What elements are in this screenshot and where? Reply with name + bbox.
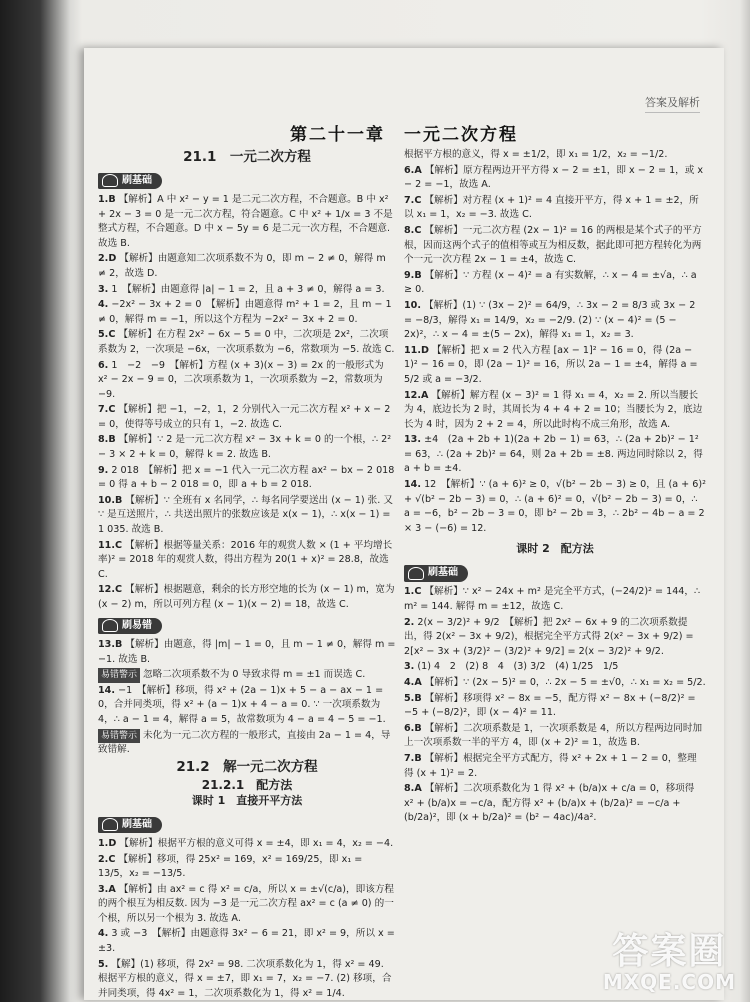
answer-text: 【解析】把 x = 2 代入方程 [ax − 1]² − 16 = 0，得 (2a − 1)² − 16 = 0，即 (2a − 1)² = 16，所以 2a − 1 = ±4，解得 a = 5/2 或 a = −3/2. <box>404 344 698 385</box>
answer-text: 1 −2 −9 【解析】方程 (x + 3)(x − 3) = 2x 的一般形式为 x² − 2x − 9 = 0，二次项系数为 1，一次项系数为 −2，常数项为 −9. <box>98 359 384 400</box>
answer-text: 【解析】在方程 2x² − 6x − 5 = 0 中，二次项是 2x²，二次项系数为 2，一次项是 −6x，一次项系数为 −6，常数项为 −5. 故选 C. <box>98 329 395 355</box>
answer-text: 2(x − 3/2)² + 9/2 【解析】把 2x² − 6x + 9 的二次项系数提出，得 2(x² − 3x + 9/2)，根据完全平方式得 2(x² − 3x + 9/2) = 2[x² − 3x + (3/2)² − (3/2)² + 9/2] = 2(x − 3/2)² + 9/2. <box>404 616 694 657</box>
answer-text: 【解析】把 −1，−2，1，2 分别代入一元二次方程 x² + x − 2 = 0，使得等号成立的只有 1，−2. 故选 C. <box>98 404 391 430</box>
answer-item <box>98 583 396 612</box>
answer-text: 【解析】由 ax² = c 得 x² = c/a，所以 x = ±√(c/a)，即该方程的两个根互为相反数. 因为 −3 是一元二次方程 ax² = c (a ≠ 0) 的一个根，所以另一个根为 3. 故选 A. <box>98 883 395 924</box>
practice-badge-basic: 刷基础 <box>98 817 162 834</box>
answer-item <box>404 224 706 268</box>
watermark-logo: 答案圈 MXQE.COM <box>602 930 736 994</box>
answer-number: 11.D <box>404 344 429 356</box>
answer-number: 6.B <box>404 722 422 734</box>
answer-number: 5.C <box>98 329 116 341</box>
answer-text: 【解析】一元二次方程 (2x − 1)² = 16 的两根是某个式子的平方根，因而这两个式子的值相等或互为相反数，据此即可把方程转化为两个一元一次方程 2x − 1 = ±4，故选 C. <box>404 224 702 266</box>
answer-number: 2.D <box>98 253 117 265</box>
answer-number: 3.A <box>98 883 116 895</box>
answer-item <box>404 164 706 193</box>
answer-text: 【解析】根据完全平方式配方，得 x² + 2x + 1 − 2 = 0，整理得 (x + 1)² = 2. <box>404 752 697 779</box>
answer-text: 【解析】∵ 方程 (x − 4)² = a 有实数解，∴ x − 4 = ±√a，∴ a ≥ 0. <box>404 269 697 296</box>
answer-text: 【解析】由题意知二次项系数不为 0，即 m − 2 ≠ 0，解得 m ≠ 2，故选 D. <box>98 253 386 279</box>
answer-number: 7.C <box>98 404 116 416</box>
pencil-icon <box>102 619 118 632</box>
answer-item <box>98 283 396 298</box>
answer-item <box>404 433 706 477</box>
pencil-icon <box>102 818 118 831</box>
answer-item <box>98 494 396 538</box>
answer-item <box>98 539 396 583</box>
answer-text: 【解析】由题意，得 |m| − 1 = 0，且 m − 1 ≠ 0，解得 m = −1. 故选 B. <box>98 639 396 665</box>
lesson-title-1: 课时 1 直接开平方法 <box>191 793 303 807</box>
answer-text: 【解析】A 中 x² − y = 1 是二元二次方程，不合题意。B 中 x² + 2x − 3 = 0 是一元二次方程，符合题意。C 中 x² + 1/x = 3 不是整式方程，不合题意。D 中 x − 5y = 6 是二元一次方程，不合题意. 故选 B. <box>98 193 393 249</box>
answer-item <box>404 660 706 675</box>
answer-text: 【解析】对方程 (x + 1)² = 4 直接开平方，得 x + 1 = ±2，所以 x₁ = 1，x₂ = −3. 故选 C. <box>404 194 699 221</box>
answer-item <box>98 433 396 462</box>
answer-item <box>404 722 706 751</box>
answer-number: 4. <box>98 299 109 311</box>
answer-text: 2 018 【解析】把 x = −1 代入一元二次方程 ax² − bx − 2 018 = 0 得 a + b − 2 018 = 0，即 a + b = 2 018. <box>98 464 395 491</box>
answer-number: 5. <box>98 958 109 970</box>
practice-badge-error: 刷易错 <box>98 618 162 635</box>
answer-item <box>404 148 706 163</box>
answer-text: 【解析】移项得 x² − 8x = −5，配方得 x² − 8x + (−8/2)² = −5 + (−8/2)²，即 (x − 4)² = 11. <box>404 692 696 719</box>
answer-number: 11.C <box>98 539 123 551</box>
warning-tag: 易错警示 <box>98 729 140 744</box>
pencil-icon <box>102 174 118 187</box>
answer-text: 【解析】∵ 全班有 x 名同学，∴ 每名同学要送出 (x − 1) 张. 又 ∵ 是互送照片，∴ 共送出照片的张数应该是 x(x − 1)，∴ x(x − 1) = 1 035. 故选 B. <box>98 494 393 536</box>
answer-item <box>98 638 396 667</box>
section-title-21-1: 21.1 一元二次方程 <box>183 149 311 165</box>
answer-text: 【解析】原方程两边开平方得 x − 2 = ±1，即 x − 2 = 1，或 x − 2 = −1，故选 A. <box>404 164 704 191</box>
answer-item <box>98 252 396 281</box>
answer-text: 【解析】二次项系数是 1，一次项系数是 4，所以方程两边同时加上一次项系数一半的平方 4，即 (x + 2)² = 1，故选 B. <box>404 722 703 749</box>
answer-number: 10.B <box>98 494 123 506</box>
answer-text: 【解析】∵ 2 是一元二次方程 x² − 3x + k = 0 的一个根，∴ 2² − 3 × 2 + k = 0，解得 k = 2. 故选 B. <box>98 434 392 461</box>
answer-number: 14. <box>98 684 115 696</box>
running-head: 答案及解析 <box>645 94 700 113</box>
answer-number: 9.B <box>404 269 422 281</box>
answer-text: 【解析】根据等量关系：2016 年的观赏人数 × (1 + 平均增长率)² = 2018 年的观赏人数，得出方程为 20(1 + x)² = 28.8，故选 C. <box>98 539 393 580</box>
answer-item <box>98 193 396 251</box>
answer-text: ±4 (2a + 2b + 1)(2a + 2b − 1) = 63，∴ (2a + 2b)² − 1² = 63，∴ (2a + 2b)² = 64，则 2a + 2b = ±8. 两边同时除以 2，得 a + b = ±4. <box>404 434 703 475</box>
answer-item <box>404 585 706 614</box>
subsection-title-21-2-1: 21.2.1 配方法 <box>201 778 293 793</box>
answer-number: 3. <box>404 661 415 673</box>
answer-list <box>404 585 706 826</box>
answer-text: 【解析】二次项系数化为 1 得 x² + (b/a)x + c/a = 0，移项得 x² + (b/a)x = −c/a，配方得 x² + (b/a)x + (b/2a)² = −c/a + (b/2a)²，即 (x + b/2a)² = (b² − 4ac)/4a². <box>404 783 695 824</box>
answer-item <box>404 616 706 660</box>
answer-text: 【解析】(1) ∵ (3x − 2)² = 64/9，∴ 3x − 2 = 8/3 或 3x − 2 = −8/3，解得 x₁ = 14/9，x₂ = −2/9. (2) ∵ (x − 4)² = (5 − 2x)²，∴ x − 4 = ±(5 − 2x)，解得 x₁ = 1，x₂ = 3. <box>404 299 696 341</box>
answer-text: 3 或 −3 【解析】由题意得 3x² − 6 = 21，即 x² = 9，所以 x = ±3. <box>98 928 395 955</box>
answer-item <box>98 927 396 956</box>
answer-number: 2. <box>404 616 415 628</box>
document-page <box>84 48 724 1000</box>
section-title-21-2: 21.2 解一元二次方程 <box>176 758 318 775</box>
answer-item <box>404 194 706 223</box>
answer-number: 9. <box>98 464 109 476</box>
answer-number: 14. <box>404 479 421 491</box>
answer-item <box>98 328 396 357</box>
answer-list <box>98 837 396 1002</box>
answer-number: 2.C <box>98 853 116 865</box>
right-column <box>404 148 706 827</box>
answer-list <box>98 193 396 613</box>
answer-text: 【解析】解方程 (x − 3)² = 1 得 x₁ = 4，x₂ = 2. 所以当腰长为 4，底边长为 2 时，其周长为 4 + 4 + 2 = 10；当腰长为 2，底边长为 4 时，因为 2 + 2 = 4，所以此时构不成三角形，故选 A. <box>404 389 703 430</box>
answer-text: 【解析】∵ x² − 24x + m² 是完全平方式，(−24/2)² = 144，∴ m² = 144. 解得 m = ±12，故选 C. <box>404 586 701 613</box>
left-column <box>98 148 396 1002</box>
answer-number: 12.C <box>98 584 123 596</box>
answer-number: 3. <box>98 283 109 295</box>
answer-item <box>98 853 396 882</box>
answer-item <box>98 359 396 403</box>
answer-number: 10. <box>404 299 421 311</box>
answer-number: 4. <box>98 928 109 940</box>
answer-text: 忽略二次项系数不为 0 导致求得 m = ±1 而误选 C. <box>143 669 366 681</box>
answer-item <box>98 298 396 327</box>
answer-list <box>404 148 706 536</box>
answer-item <box>404 299 706 343</box>
answer-number: 1.D <box>98 837 117 849</box>
practice-badge-basic: 刷基础 <box>98 173 162 190</box>
answer-number: 5.B <box>404 692 422 704</box>
answer-text: −1 【解析】移项，得 x² + (2a − 1)x + 5 − a − ax − 1 = 0，合并同类项，得 x² + (a − 1)x + 4 − a = 0. ∵ 一次项系数为 4，∴ a − 1 = 4，解得 a = 5，故常数项为 4 − a = 4 − 5 = −1. <box>98 684 386 725</box>
answer-item <box>404 752 706 781</box>
answer-item <box>98 684 396 728</box>
answer-item <box>98 403 396 432</box>
answer-item <box>404 692 706 721</box>
answer-item <box>98 464 396 493</box>
practice-badge-basic: 刷基础 <box>404 565 468 582</box>
answer-text: (1) 4 2 (2) 8 4 (3) 3/2 (4) 1/25 1/5 <box>417 661 619 673</box>
answer-number: 4.A <box>404 676 422 688</box>
answer-list <box>98 638 396 758</box>
answer-item <box>404 478 706 536</box>
lesson-title-2: 课时 2 配方法 <box>516 542 594 556</box>
answer-number: 7.B <box>404 752 422 764</box>
warning-tag: 易错警示 <box>98 668 140 683</box>
answer-number: 13. <box>404 434 421 446</box>
answer-item <box>98 958 396 1002</box>
answer-number: 6. <box>98 359 109 371</box>
answer-text: 根据平方根的意义，得 x = ±1/2，即 x₁ = 1/2，x₂ = −1/2. <box>404 149 668 160</box>
answer-item <box>404 676 706 691</box>
answer-text: 【解析】移项，得 25x² = 169，x² = 169/25，即 x₁ = 13/5，x₂ = −13/5. <box>98 853 363 880</box>
answer-item <box>404 344 706 388</box>
pencil-icon <box>408 567 424 580</box>
chapter-title: 第二十一章 一元二次方程 <box>290 125 518 145</box>
answer-item <box>98 668 396 683</box>
answer-number: 8.B <box>98 434 116 446</box>
answer-number: 12.A <box>404 389 429 401</box>
answer-number: 8.A <box>404 783 422 795</box>
answer-number: 1.C <box>404 586 422 598</box>
answer-text: 【解析】根据题意，剩余的长方形空地的长为 (x − 1) m，宽为 (x − 2) m，所以可列方程 (x − 1)(x − 2) = 18，故选 C. <box>98 584 395 611</box>
answer-text: 【解析】∵ (2x − 5)² = 0，∴ 2x − 5 = ±√0，∴ x₁ = x₂ = 5/2. <box>424 676 706 688</box>
answer-item <box>98 729 396 758</box>
answer-item <box>404 389 706 433</box>
answer-number: 6.A <box>404 164 422 176</box>
answer-text: 【解析】根据平方根的意义可得 x = ±4，即 x₁ = 4，x₂ = −4. <box>119 837 394 849</box>
answer-text: 12 【解析】∵ (a + 6)² ≥ 0，√(b² − 2b − 3) ≥ 0，且 (a + 6)² + √(b² − 2b − 3) = 0，∴ (a + 6)² = 0，√(b² − 2b − 3) = 0，∴ a = −6，b² − 2b − 3 = 0，即 b² − 2b = 3，∴ 2b² − 4b − a = 2 × 3 − (−6) = 12. <box>404 479 706 534</box>
answer-text: 1 【解析】由题意得 |a| − 1 = 2，且 a + 3 ≠ 0，解得 a = 3. <box>111 283 385 295</box>
answer-text: 未化为一元二次方程的一般形式，直接由 2a − 1 = 4，导致错解. <box>98 729 391 756</box>
answer-text: −2x² − 3x + 2 = 0 【解析】由题意得 m² + 1 = 2，且 m − 1 ≠ 0，解得 m = −1，所以这个方程为 −2x² − 3x + 2 = 0. <box>98 299 392 325</box>
answer-item <box>98 883 396 927</box>
answer-item <box>404 782 706 826</box>
answer-text: 【解】(1) 移项，得 2x² = 98. 二次项系数化为 1，得 x² = 49. 根据平方根的意义，得 x = ±7，即 x₁ = 7，x₂ = −7. (2) 移项，合并同类项，得 4x² = 1，二次项系数化为 1，得 x² = 1/4. <box>98 958 392 999</box>
answer-number: 13.B <box>98 639 123 650</box>
answer-number: 7.C <box>404 194 422 206</box>
answer-item <box>98 837 396 852</box>
answer-number: 8.C <box>404 224 422 236</box>
answer-number: 1.B <box>98 193 116 205</box>
answer-item <box>404 269 706 298</box>
